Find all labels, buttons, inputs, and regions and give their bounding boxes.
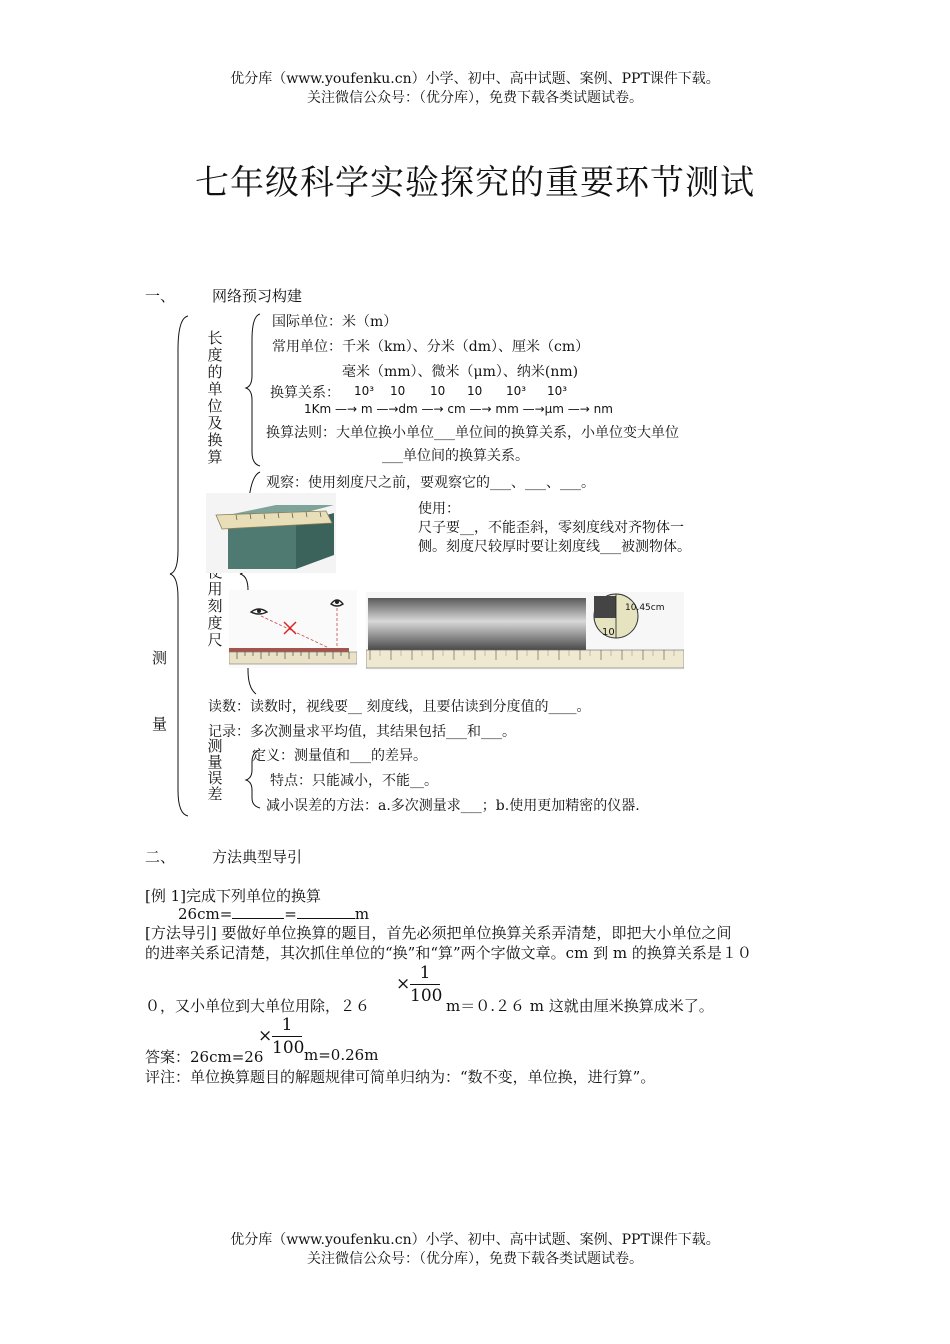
error-label: 测量误差: [207, 737, 223, 803]
factor-2: 10: [390, 384, 406, 398]
header-line-1: 优分库（www.youfenku.cn）小学、初中、高中试题、案例、PPT课件下载。: [230, 71, 720, 87]
callout-number: 10: [602, 627, 615, 638]
conversion-rule-1: 换算法则：大单位换小单位___单位间的换算关系，小单位变大单位: [266, 425, 679, 441]
times-sign-2: ×: [258, 1026, 273, 1046]
answer-line-b: m=0.26m: [304, 1046, 379, 1064]
fraction-1-num: 1: [419, 963, 431, 983]
usage-line-1: 尺子要__，不能歪斜，零刻度线对齐物体一: [418, 520, 684, 536]
factor-6: 10³: [547, 384, 568, 398]
example-unit: m: [354, 905, 370, 923]
factor-4: 10: [467, 384, 483, 398]
example-equals: =: [284, 905, 297, 923]
measure-label-1: 测: [152, 649, 168, 667]
factor-5: 10³: [506, 384, 527, 398]
conversion-label: 换算关系：: [270, 385, 340, 401]
example-expression: [178, 905, 369, 923]
section1-number: 一、: [145, 287, 176, 305]
block-ruler-image: [206, 493, 336, 573]
guide-line-3b: m＝０.２６ m 这就由厘米换算成米了。: [446, 997, 714, 1015]
reading-text: 读数：读数时，视线要__ 刻度线，且要估读到分度值的____。: [208, 699, 591, 715]
guide-line-1: [方法导引] 要做好单位换算的题目，首先必须把单位换算关系弄清楚，即把大小单位之间: [145, 924, 732, 942]
fraction-2-den: 100: [272, 1038, 305, 1058]
fraction-2-num: 1: [281, 1015, 293, 1035]
error-reduce: 减小误差的方法：a.多次测量求___；b.使用更加精密的仪器.: [266, 798, 640, 814]
usage-line-2: 侧。刻度尺较厚时要让刻度线___被测物体。: [418, 539, 691, 555]
footer-line-2: 关注微信公众号：（优分库），免费下载各类试题试卷。: [307, 1251, 643, 1267]
guide-line-2: 的进率关系记清楚，其次抓住单位的“换”和“算”两个字做文章。cm 到 m 的换算关系是１０: [145, 944, 752, 962]
conversion-chain: 1Km —→ m —→dm —→ cm —→ mm —→μm —→ nm: [304, 402, 613, 416]
section1-heading: 网络预习构建: [212, 287, 303, 305]
example-left: 26cm=: [178, 905, 233, 923]
observe-text: 观察：使用刻度尺之前，要观察它的___、___、___。: [266, 475, 595, 491]
intl-unit: 国际单位：米（m）: [272, 314, 398, 330]
callout-reading: 10.45cm: [625, 603, 665, 613]
error-definition: 定义：测量值和___的差异。: [252, 748, 427, 764]
page-title: 七年级科学实验探究的重要环节测试: [195, 163, 755, 203]
factor-3: 10: [430, 384, 446, 398]
usage-title: 使用：: [418, 501, 460, 517]
ruler-usage-label: 用刻度尺: [207, 580, 223, 649]
answer-line-a: 答案：26cm=26: [145, 1048, 264, 1066]
measure-label-2: 量: [152, 715, 168, 733]
times-sign-1: ×: [396, 974, 411, 994]
header-line-2: 关注微信公众号：（优分库），免费下载各类试题试卷。: [307, 90, 643, 106]
fraction-2: [272, 1015, 305, 1058]
answer-blank-2[interactable]: [297, 906, 355, 919]
example-title: [例 1]完成下列单位的换算: [145, 887, 322, 905]
common-units-1: 常用单位：千米（km）、分米（dm）、厘米（cm）: [272, 339, 590, 355]
eye-reading-image: [229, 590, 357, 668]
factor-1: 10³: [354, 384, 375, 398]
conversion-rule-2: ___单位间的换算关系。: [382, 448, 529, 464]
length-unit-label: 长度的单位及换算: [207, 329, 223, 466]
fraction-1-den: 100: [410, 986, 443, 1006]
common-units-2: 毫米（mm）、微米（μm）、纳米(nm): [342, 364, 579, 380]
comment-line: 评注：单位换算题目的解题规律可简单归纳为：“数不变，单位换，进行算”。: [145, 1068, 656, 1086]
fraction-1: [410, 963, 443, 1006]
section2-heading: 方法典型导引: [212, 848, 303, 866]
error-feature: 特点：只能减小，不能__。: [270, 773, 438, 789]
answer-blank-1[interactable]: [232, 906, 284, 919]
footer-line-1: 优分库（www.youfenku.cn）小学、初中、高中试题、案例、PPT课件下载。: [230, 1232, 720, 1248]
section2-number: 二、: [145, 848, 176, 866]
guide-line-3a: ０，又小单位到大单位用除，２６: [145, 997, 371, 1015]
recording-text: 记录：多次测量求平均值，其结果包括___和___。: [208, 724, 516, 740]
